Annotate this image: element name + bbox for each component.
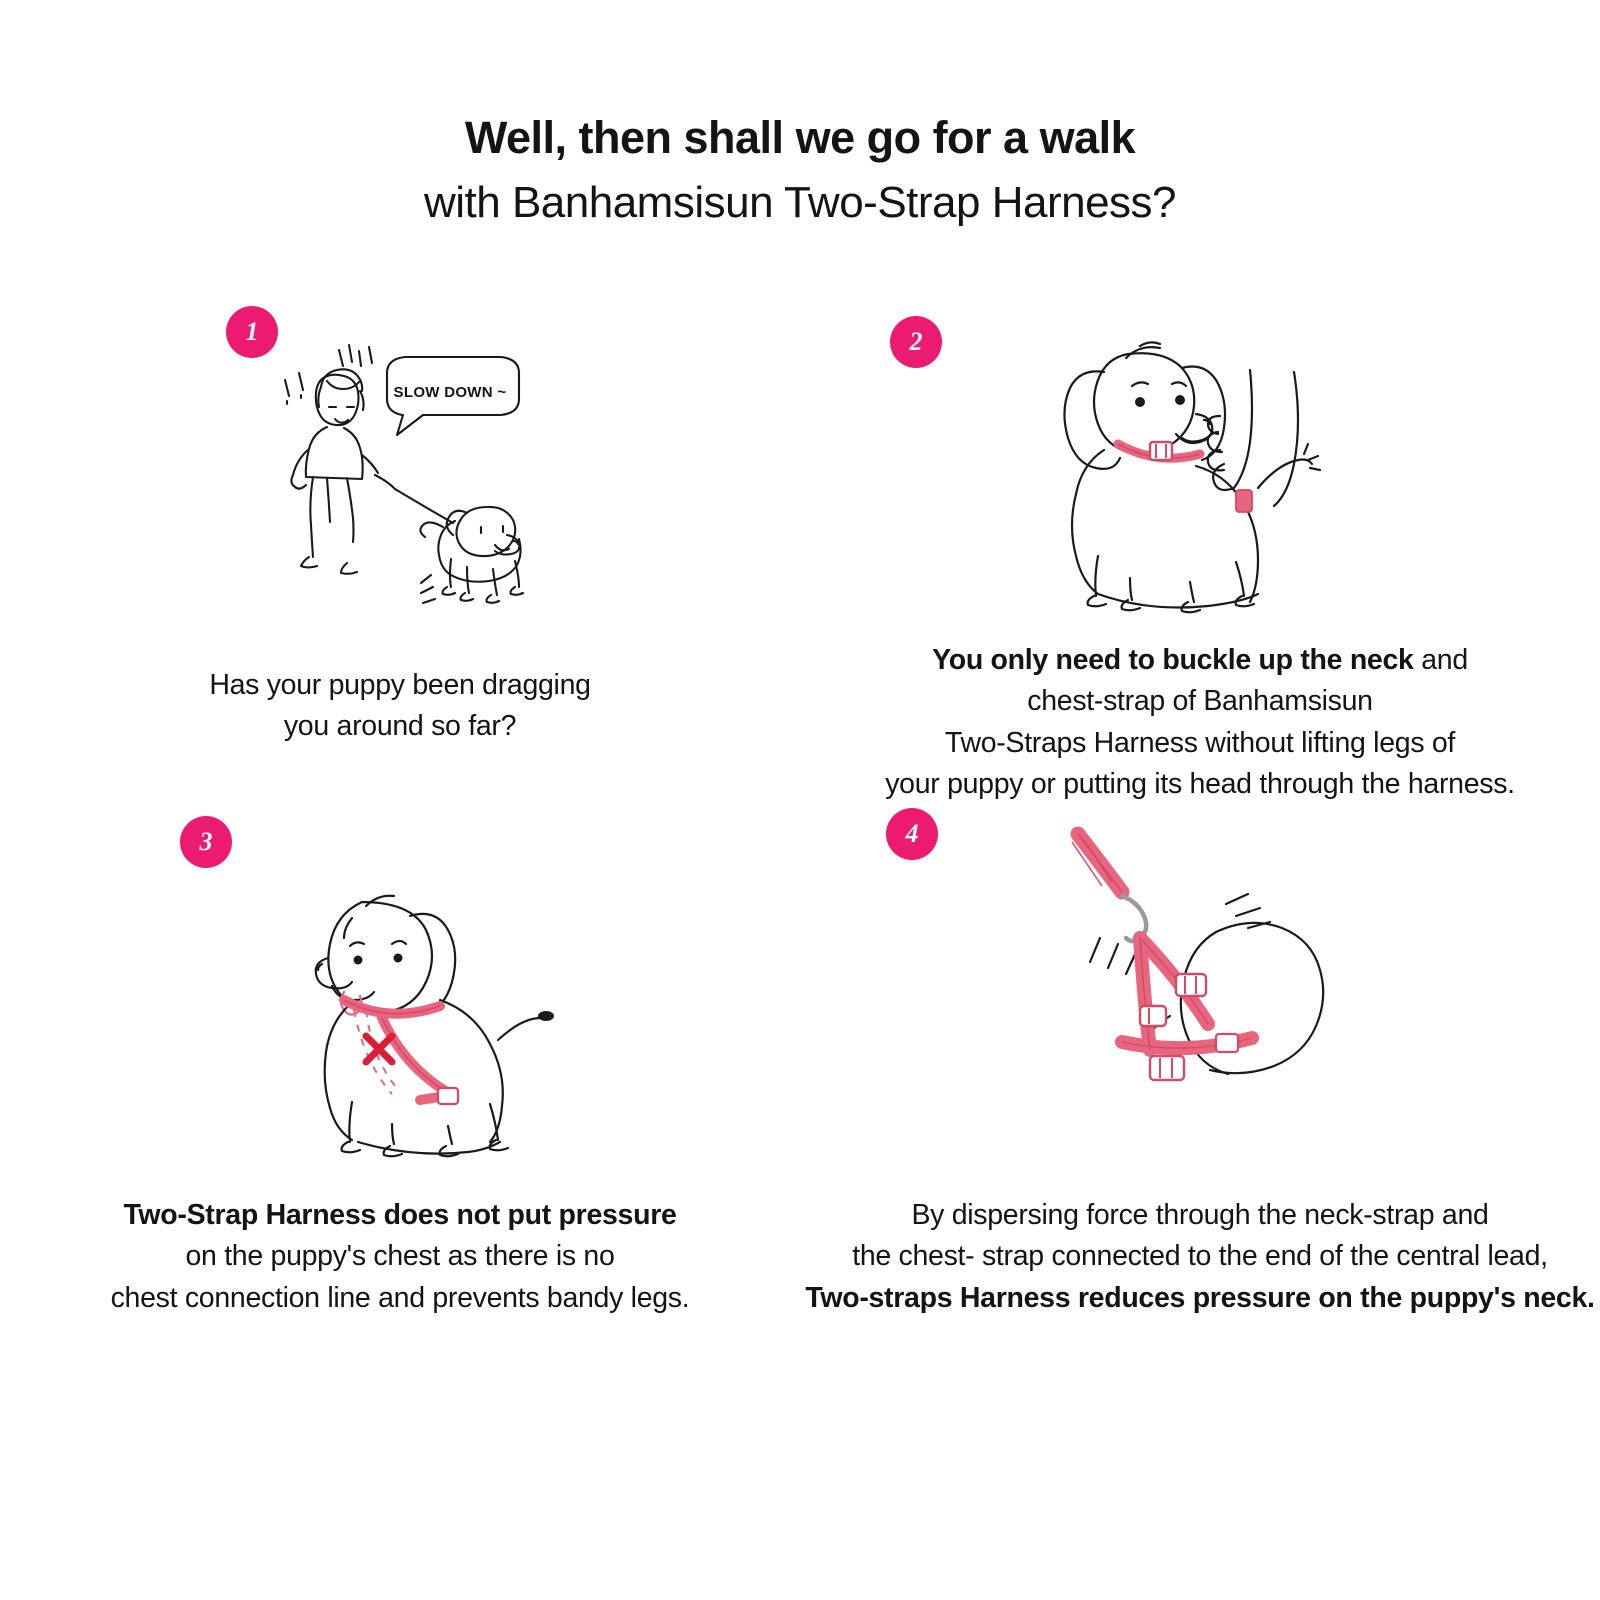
panel-2-caption-rest: and (1413, 644, 1468, 676)
panel-2-caption-line-2: chest-strap of Banhamsisun (1027, 685, 1373, 718)
panel-3-caption-line-3: chest connection line and prevents bandy legs. (110, 1281, 690, 1314)
panel-3-caption-line-1: Two-Strap Harness does not put pressure (123, 1199, 677, 1231)
illustration-harness-straps-dispersing-force (980, 820, 1400, 1170)
speech-bubble-text: SLOW DOWN ~ (393, 384, 507, 401)
page-title-line-1: Well, then shall we go for a walk (464, 112, 1136, 163)
circled-number-three-icon: 3 (182, 818, 230, 866)
panel-2-caption (800, 640, 1600, 805)
panel-2-caption-line-1 (800, 640, 1600, 681)
panel-4 (800, 810, 1600, 1350)
illustration-dog-wearing-harness-no-chest-line (270, 850, 600, 1180)
panel-1-caption-line-1: Has your puppy been dragging (209, 669, 591, 701)
circled-number-four-icon: 4 (888, 810, 936, 858)
panel-4-caption (800, 1195, 1600, 1319)
page-title-line-2: with Banhamsisun Two-Strap Harness? (423, 178, 1177, 228)
circled-number-one-icon: 1 (228, 308, 276, 356)
panel-3-caption (0, 1195, 800, 1319)
panel-2-caption-line-3: Two-Straps Harness without lifting legs of (944, 726, 1456, 759)
panel-4-caption-line-2: the chest- strap connected to the end of the central lead, (852, 1240, 1548, 1273)
panel-3 (0, 810, 800, 1350)
panel-2-caption-bold: You only need to buckle up the neck (932, 644, 1414, 676)
panel-1-caption-line-2: you around so far? (283, 710, 517, 743)
panel-1-caption (0, 665, 800, 748)
circled-number-two-icon: 2 (892, 318, 940, 366)
panel-grid (0, 290, 1600, 1350)
panel-4-caption-line-3: Two-straps Harness reduces pressure on the puppy's neck. (805, 1281, 1595, 1314)
panel-1 (0, 290, 800, 810)
panel-3-caption-line-2: on the puppy's chest as there is no (185, 1240, 615, 1273)
panel-2-caption-line-4: your puppy or putting its head through the harness. (885, 767, 1515, 800)
panel-2 (800, 290, 1600, 810)
panel-4-caption-line-1: By dispersing force through the neck-strap and (911, 1199, 1489, 1231)
illustration-person-dragged-by-puppy (255, 335, 575, 655)
illustration-hand-buckling-neck-strap (1000, 310, 1420, 640)
page-header (0, 0, 1600, 231)
